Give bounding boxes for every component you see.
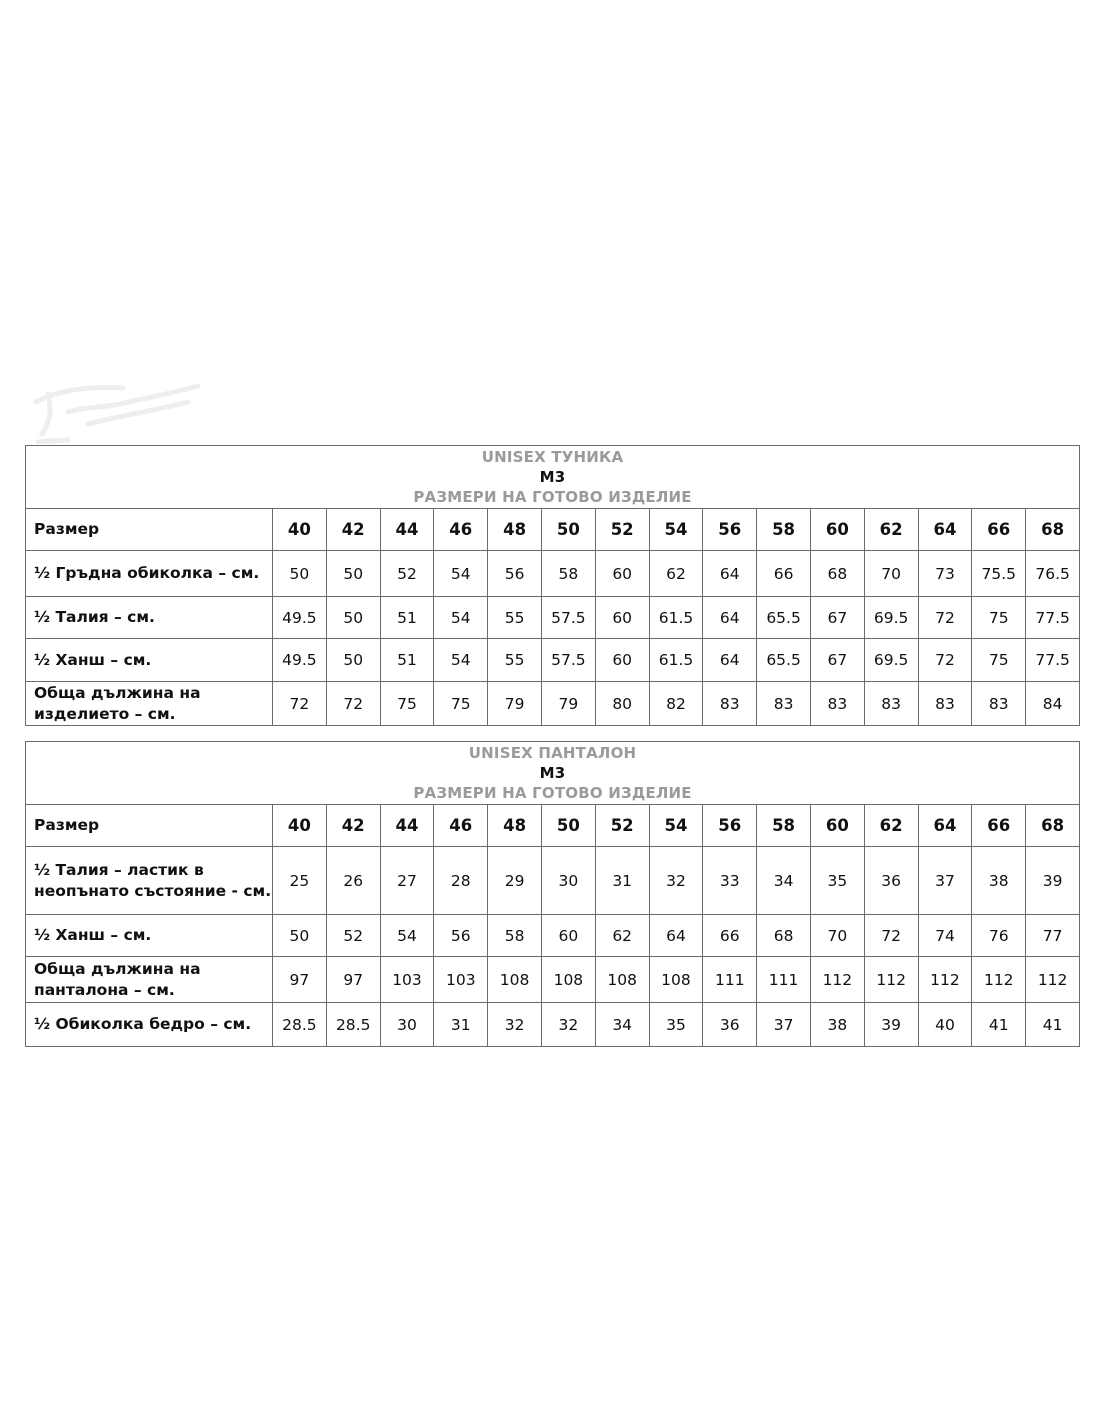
size-header: 40 (273, 509, 327, 551)
table-cell: 112 (810, 957, 864, 1003)
table-cell: 54 (380, 915, 434, 957)
size-header: 42 (326, 509, 380, 551)
table-cell: 103 (380, 957, 434, 1003)
table-cell: 33 (703, 847, 757, 915)
size-header: 56 (703, 509, 757, 551)
table-cell: 67 (810, 639, 864, 682)
row-label: ½ Гръдна обиколка – см. (26, 551, 273, 597)
table-cell: 108 (649, 957, 703, 1003)
table-cell: 75.5 (972, 551, 1026, 597)
table-cell: 97 (273, 957, 327, 1003)
table-cell: 28 (434, 847, 488, 915)
table-cell: 75 (972, 639, 1026, 682)
table-cell: 83 (918, 682, 972, 726)
table-row (26, 639, 1080, 682)
size-header: 54 (649, 805, 703, 847)
table-cell: 69.5 (864, 639, 918, 682)
size-header: 50 (541, 509, 595, 551)
table-cell: 66 (703, 915, 757, 957)
table-cell: 69.5 (864, 597, 918, 639)
table-cell: 83 (864, 682, 918, 726)
table-cell: 51 (380, 639, 434, 682)
pants-subtitle: РАЗМЕРИ НА ГОТОВО ИЗДЕЛИЕ (413, 784, 692, 802)
table-cell: 108 (595, 957, 649, 1003)
table-cell: 62 (649, 551, 703, 597)
table-cell: 25 (273, 847, 327, 915)
table-cell: 68 (757, 915, 811, 957)
table-row (26, 957, 1080, 1003)
table-cell: 72 (918, 639, 972, 682)
table-cell: 56 (434, 915, 488, 957)
table-cell: 41 (1026, 1003, 1080, 1047)
size-header: 62 (864, 805, 918, 847)
table-cell: 29 (488, 847, 542, 915)
size-header: 62 (864, 509, 918, 551)
table-cell: 34 (757, 847, 811, 915)
table-cell: 82 (649, 682, 703, 726)
tunic-size-table (25, 445, 1080, 726)
table-cell: 112 (972, 957, 1026, 1003)
table-cell: 60 (541, 915, 595, 957)
table-row (26, 682, 1080, 726)
row-label: ½ Ханш – см. (26, 639, 273, 682)
table-cell: 31 (595, 847, 649, 915)
table-cell: 68 (810, 551, 864, 597)
tunic-size-label: Размер (26, 509, 273, 551)
table-cell: 32 (649, 847, 703, 915)
size-header: 66 (972, 805, 1026, 847)
size-header: 46 (434, 805, 488, 847)
table-cell: 112 (864, 957, 918, 1003)
table-cell: 77 (1026, 915, 1080, 957)
table-cell: 40 (918, 1003, 972, 1047)
size-header: 64 (918, 509, 972, 551)
table-cell: 50 (326, 597, 380, 639)
table-cell: 77.5 (1026, 597, 1080, 639)
table-cell: 50 (326, 551, 380, 597)
row-label: Обща дължина на изделието – см. (26, 682, 273, 726)
table-cell: 72 (326, 682, 380, 726)
table-cell: 39 (864, 1003, 918, 1047)
table-cell: 67 (810, 597, 864, 639)
table-cell: 36 (703, 1003, 757, 1047)
table-cell: 108 (541, 957, 595, 1003)
table-cell: 74 (918, 915, 972, 957)
table-cell: 55 (488, 639, 542, 682)
table-cell: 37 (757, 1003, 811, 1047)
table-cell: 62 (595, 915, 649, 957)
table-cell: 64 (703, 597, 757, 639)
table-cell: 32 (541, 1003, 595, 1047)
table-cell: 56 (488, 551, 542, 597)
table-cell: 52 (380, 551, 434, 597)
table-cell: 83 (810, 682, 864, 726)
size-header: 44 (380, 805, 434, 847)
table-cell: 73 (918, 551, 972, 597)
size-header: 48 (488, 509, 542, 551)
table-cell: 54 (434, 639, 488, 682)
tunic-title: UNISEX ТУНИКА (481, 448, 624, 466)
table-cell: 83 (972, 682, 1026, 726)
table-cell: 38 (810, 1003, 864, 1047)
table-cell: 61.5 (649, 639, 703, 682)
table-cell: 70 (810, 915, 864, 957)
table-cell: 49.5 (273, 639, 327, 682)
size-header: 56 (703, 805, 757, 847)
table-cell: 83 (757, 682, 811, 726)
size-header: 58 (757, 805, 811, 847)
tunic-model: M3 (539, 468, 566, 486)
signature-watermark (28, 372, 208, 444)
table-row (26, 551, 1080, 597)
table-cell: 54 (434, 551, 488, 597)
table-cell: 50 (273, 915, 327, 957)
table-cell: 64 (703, 639, 757, 682)
table-cell: 58 (541, 551, 595, 597)
table-cell: 37 (918, 847, 972, 915)
size-header: 58 (757, 509, 811, 551)
size-header: 54 (649, 509, 703, 551)
table-cell: 66 (757, 551, 811, 597)
table-cell: 112 (1026, 957, 1080, 1003)
table-cell: 36 (864, 847, 918, 915)
table-cell: 75 (380, 682, 434, 726)
table-cell: 108 (488, 957, 542, 1003)
table-cell: 84 (1026, 682, 1080, 726)
table-cell: 72 (864, 915, 918, 957)
table-cell: 72 (273, 682, 327, 726)
table-cell: 60 (595, 551, 649, 597)
table-cell: 35 (810, 847, 864, 915)
table-cell: 83 (703, 682, 757, 726)
table-cell: 60 (595, 639, 649, 682)
size-header: 40 (273, 805, 327, 847)
table-cell: 103 (434, 957, 488, 1003)
table-cell: 60 (595, 597, 649, 639)
tunic-size-header-row (26, 509, 1080, 551)
pants-title-block (26, 742, 1080, 805)
size-header: 46 (434, 509, 488, 551)
table-cell: 65.5 (757, 639, 811, 682)
size-header: 42 (326, 805, 380, 847)
table-cell: 31 (434, 1003, 488, 1047)
table-cell: 112 (918, 957, 972, 1003)
table-cell: 55 (488, 597, 542, 639)
size-header: 68 (1026, 509, 1080, 551)
size-header: 60 (810, 805, 864, 847)
row-label: Обща дължина на панталона – см. (26, 957, 273, 1003)
size-header: 60 (810, 509, 864, 551)
table-cell: 27 (380, 847, 434, 915)
size-header: 52 (595, 509, 649, 551)
table-cell: 30 (380, 1003, 434, 1047)
table-cell: 61.5 (649, 597, 703, 639)
size-header: 66 (972, 509, 1026, 551)
table-cell: 75 (434, 682, 488, 726)
table-cell: 111 (757, 957, 811, 1003)
table-row (26, 1003, 1080, 1047)
size-header: 44 (380, 509, 434, 551)
pants-model: M3 (539, 764, 566, 782)
row-label: ½ Талия – ластик в неопънато състояние - см. (26, 847, 273, 915)
table-cell: 39 (1026, 847, 1080, 915)
table-cell: 28.5 (326, 1003, 380, 1047)
table-cell: 58 (488, 915, 542, 957)
table-cell: 50 (273, 551, 327, 597)
table-cell: 38 (972, 847, 1026, 915)
table-cell: 30 (541, 847, 595, 915)
table-cell: 54 (434, 597, 488, 639)
row-label: ½ Ханш – см. (26, 915, 273, 957)
table-cell: 51 (380, 597, 434, 639)
table-cell: 65.5 (757, 597, 811, 639)
table-cell: 34 (595, 1003, 649, 1047)
table-cell: 70 (864, 551, 918, 597)
table-cell: 111 (703, 957, 757, 1003)
size-header: 48 (488, 805, 542, 847)
table-cell: 97 (326, 957, 380, 1003)
table-cell: 35 (649, 1003, 703, 1047)
table-row (26, 915, 1080, 957)
pants-title: UNISEX ПАНТАЛОН (468, 744, 637, 762)
table-cell: 49.5 (273, 597, 327, 639)
size-header: 68 (1026, 805, 1080, 847)
table-cell: 57.5 (541, 597, 595, 639)
table-cell: 57.5 (541, 639, 595, 682)
table-cell: 79 (488, 682, 542, 726)
table-cell: 32 (488, 1003, 542, 1047)
table-row (26, 847, 1080, 915)
table-cell: 76.5 (1026, 551, 1080, 597)
tunic-title-block (26, 446, 1080, 509)
tunic-subtitle: РАЗМЕРИ НА ГОТОВО ИЗДЕЛИЕ (413, 488, 692, 506)
pants-size-label: Размер (26, 805, 273, 847)
size-header: 50 (541, 805, 595, 847)
table-cell: 64 (703, 551, 757, 597)
row-label: ½ Обиколка бедро – см. (26, 1003, 273, 1047)
table-cell: 76 (972, 915, 1026, 957)
table-cell: 80 (595, 682, 649, 726)
table-cell: 26 (326, 847, 380, 915)
table-cell: 64 (649, 915, 703, 957)
table-cell: 50 (326, 639, 380, 682)
table-cell: 41 (972, 1003, 1026, 1047)
size-header: 52 (595, 805, 649, 847)
table-cell: 72 (918, 597, 972, 639)
pants-size-table (25, 741, 1080, 1047)
row-label: ½ Талия – см. (26, 597, 273, 639)
table-row (26, 597, 1080, 639)
table-cell: 79 (541, 682, 595, 726)
table-cell: 28.5 (273, 1003, 327, 1047)
table-cell: 52 (326, 915, 380, 957)
pants-size-header-row (26, 805, 1080, 847)
table-cell: 77.5 (1026, 639, 1080, 682)
table-cell: 75 (972, 597, 1026, 639)
size-header: 64 (918, 805, 972, 847)
